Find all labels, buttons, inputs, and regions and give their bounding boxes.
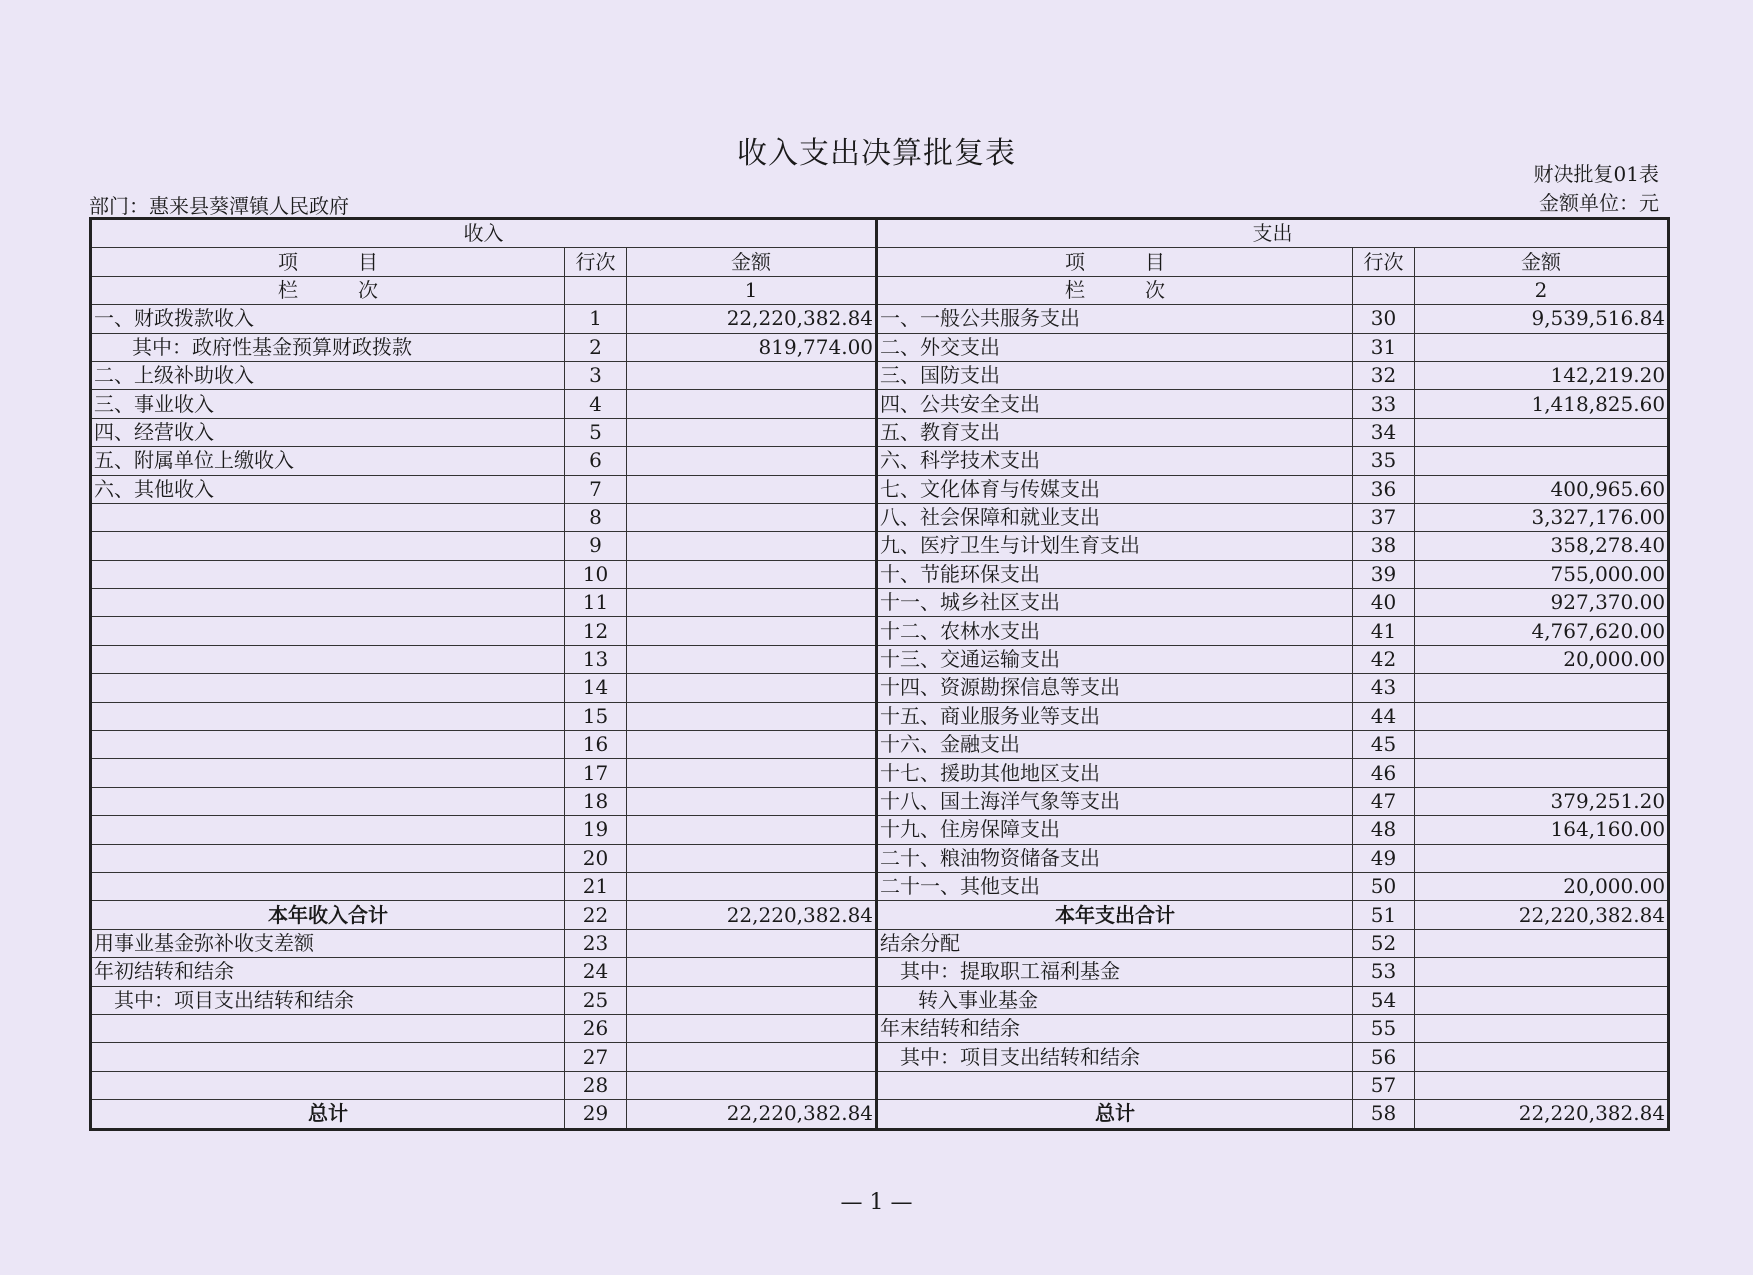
right-item-cell: 四、公共安全支出 — [877, 390, 1353, 418]
right-item-cell: 本年支出合计 — [877, 901, 1353, 929]
right-item-cell: 其中：项目支出结转和结余 — [877, 1043, 1353, 1071]
item-header-right: 项 目 — [877, 248, 1353, 276]
table-row — [91, 1100, 1669, 1129]
right-item-cell: 十六、金融支出 — [877, 731, 1353, 759]
right-row-no-cell: 40 — [1353, 589, 1415, 617]
page-number: — 1 — — [840, 1190, 913, 1215]
left-item-cell — [91, 787, 565, 815]
table-row — [91, 674, 1669, 702]
left-amount-cell — [627, 731, 877, 759]
table-row — [91, 560, 1669, 588]
right-amount-cell: 22,220,382.84 — [1415, 1100, 1669, 1129]
right-row-no-cell: 42 — [1353, 645, 1415, 673]
left-amount-cell — [627, 1014, 877, 1042]
left-row-no-cell: 17 — [565, 759, 627, 787]
left-amount-cell — [627, 986, 877, 1014]
right-amount-cell: 755,000.00 — [1415, 560, 1669, 588]
left-amount-cell — [627, 816, 877, 844]
expense-header: 支出 — [877, 219, 1669, 248]
left-item-cell: 本年收入合计 — [91, 901, 565, 929]
left-item-cell — [91, 1071, 565, 1099]
left-row-no-cell: 19 — [565, 816, 627, 844]
left-item-cell: 其中：政府性基金预算财政拨款 — [91, 333, 565, 361]
amount-header-right: 金额 — [1415, 248, 1669, 276]
left-item-cell — [91, 844, 565, 872]
left-row-no-cell: 8 — [565, 503, 627, 531]
right-amount-cell — [1415, 418, 1669, 446]
left-amount-cell — [627, 1043, 877, 1071]
left-row-no-cell: 23 — [565, 929, 627, 957]
left-row-no-cell: 29 — [565, 1100, 627, 1129]
table-row — [91, 589, 1669, 617]
table-row — [91, 872, 1669, 900]
right-amount-cell — [1415, 759, 1669, 787]
left-amount-cell — [627, 503, 877, 531]
left-amount-cell — [627, 929, 877, 957]
left-item-cell — [91, 645, 565, 673]
left-row-no-cell: 13 — [565, 645, 627, 673]
left-amount-cell — [627, 447, 877, 475]
left-amount-cell — [627, 418, 877, 446]
left-row-no-cell: 21 — [565, 872, 627, 900]
left-amount-cell — [627, 1071, 877, 1099]
right-item-cell — [877, 1071, 1353, 1099]
right-row-no-cell: 39 — [1353, 560, 1415, 588]
left-item-cell — [91, 1043, 565, 1071]
right-row-no-cell: 58 — [1353, 1100, 1415, 1129]
table-row — [91, 305, 1669, 333]
left-item-cell — [91, 532, 565, 560]
right-item-cell: 五、教育支出 — [877, 418, 1353, 446]
left-item-cell: 五、附属单位上缴收入 — [91, 447, 565, 475]
right-amount-cell — [1415, 929, 1669, 957]
left-item-cell — [91, 589, 565, 617]
left-row-no-cell: 14 — [565, 674, 627, 702]
item-header-left: 项 目 — [91, 248, 565, 276]
right-amount-cell: 20,000.00 — [1415, 872, 1669, 900]
left-amount-cell — [627, 361, 877, 389]
right-item-cell: 总计 — [877, 1100, 1353, 1129]
left-item-cell — [91, 560, 565, 588]
right-row-no-cell: 56 — [1353, 1043, 1415, 1071]
right-item-cell: 转入事业基金 — [877, 986, 1353, 1014]
col-blank-right — [1353, 276, 1415, 304]
left-item-cell: 二、上级补助收入 — [91, 361, 565, 389]
left-amount-cell: 22,220,382.84 — [627, 305, 877, 333]
right-amount-cell — [1415, 1071, 1669, 1099]
right-amount-cell — [1415, 1014, 1669, 1042]
left-item-cell: 年初结转和结余 — [91, 958, 565, 986]
right-item-cell: 十一、城乡社区支出 — [877, 589, 1353, 617]
right-row-no-cell: 46 — [1353, 759, 1415, 787]
amount-unit: 金额单位：元 — [1539, 191, 1659, 215]
right-row-no-cell: 48 — [1353, 816, 1415, 844]
right-amount-cell — [1415, 958, 1669, 986]
right-item-cell: 十八、国土海洋气象等支出 — [877, 787, 1353, 815]
left-amount-cell — [627, 958, 877, 986]
table-row — [91, 447, 1669, 475]
left-row-no-cell: 9 — [565, 532, 627, 560]
right-amount-cell — [1415, 674, 1669, 702]
table-row — [91, 532, 1669, 560]
left-item-cell — [91, 872, 565, 900]
left-row-no-cell: 2 — [565, 333, 627, 361]
right-row-no-cell: 32 — [1353, 361, 1415, 389]
right-amount-cell: 1,418,825.60 — [1415, 390, 1669, 418]
left-item-cell: 其中：项目支出结转和结余 — [91, 986, 565, 1014]
right-amount-cell: 4,767,620.00 — [1415, 617, 1669, 645]
left-amount-cell — [627, 532, 877, 560]
right-item-cell: 年末结转和结余 — [877, 1014, 1353, 1042]
right-row-no-cell: 37 — [1353, 503, 1415, 531]
right-item-cell: 七、文化体育与传媒支出 — [877, 475, 1353, 503]
section-header-row — [91, 219, 1669, 248]
right-amount-cell — [1415, 1043, 1669, 1071]
left-amount-cell — [627, 787, 877, 815]
left-row-no-cell: 7 — [565, 475, 627, 503]
left-row-no-cell: 3 — [565, 361, 627, 389]
table-row — [91, 986, 1669, 1014]
left-row-no-cell: 4 — [565, 390, 627, 418]
left-item-cell: 六、其他收入 — [91, 475, 565, 503]
right-item-cell: 六、科学技术支出 — [877, 447, 1353, 475]
right-row-no-cell: 33 — [1353, 390, 1415, 418]
row-no-header-left: 行次 — [565, 248, 627, 276]
right-item-cell: 十五、商业服务业等支出 — [877, 702, 1353, 730]
left-row-no-cell: 10 — [565, 560, 627, 588]
left-item-cell: 四、经营收入 — [91, 418, 565, 446]
right-item-cell: 结余分配 — [877, 929, 1353, 957]
left-amount-cell — [627, 645, 877, 673]
left-row-no-cell: 15 — [565, 702, 627, 730]
right-amount-cell — [1415, 731, 1669, 759]
left-item-cell — [91, 503, 565, 531]
table-row — [91, 787, 1669, 815]
left-row-no-cell: 27 — [565, 1043, 627, 1071]
row-no-header-right: 行次 — [1353, 248, 1415, 276]
right-row-no-cell: 47 — [1353, 787, 1415, 815]
right-row-no-cell: 54 — [1353, 986, 1415, 1014]
left-row-no-cell: 1 — [565, 305, 627, 333]
right-amount-cell: 379,251.20 — [1415, 787, 1669, 815]
left-item-cell — [91, 731, 565, 759]
right-amount-cell — [1415, 333, 1669, 361]
document-title: 收入支出决算批复表 — [737, 136, 1016, 171]
right-item-cell: 十、节能环保支出 — [877, 560, 1353, 588]
left-item-cell — [91, 1014, 565, 1042]
form-code: 财决批复01表 — [1533, 162, 1659, 186]
col-blank-left — [565, 276, 627, 304]
left-row-no-cell: 28 — [565, 1071, 627, 1099]
right-amount-cell: 3,327,176.00 — [1415, 503, 1669, 531]
left-row-no-cell: 25 — [565, 986, 627, 1014]
right-row-no-cell: 34 — [1353, 418, 1415, 446]
left-amount-cell — [627, 759, 877, 787]
left-item-cell — [91, 816, 565, 844]
right-row-no-cell: 52 — [1353, 929, 1415, 957]
left-item-cell: 三、事业收入 — [91, 390, 565, 418]
right-item-cell: 三、国防支出 — [877, 361, 1353, 389]
table-row — [91, 901, 1669, 929]
table-row — [91, 361, 1669, 389]
right-amount-cell: 358,278.40 — [1415, 532, 1669, 560]
left-row-no-cell: 20 — [565, 844, 627, 872]
left-amount-cell — [627, 617, 877, 645]
table-row — [91, 1043, 1669, 1071]
left-item-cell: 用事业基金弥补收支差额 — [91, 929, 565, 957]
left-row-no-cell: 12 — [565, 617, 627, 645]
table-row — [91, 645, 1669, 673]
left-row-no-cell: 16 — [565, 731, 627, 759]
left-amount-cell — [627, 589, 877, 617]
right-item-cell: 十三、交通运输支出 — [877, 645, 1353, 673]
column-number-row — [91, 276, 1669, 304]
right-amount-cell: 400,965.60 — [1415, 475, 1669, 503]
right-row-no-cell: 36 — [1353, 475, 1415, 503]
table-row — [91, 1014, 1669, 1042]
right-row-no-cell: 41 — [1353, 617, 1415, 645]
right-item-cell: 一、一般公共服务支出 — [877, 305, 1353, 333]
right-amount-cell — [1415, 844, 1669, 872]
table-row — [91, 844, 1669, 872]
table-row — [91, 816, 1669, 844]
table-row — [91, 390, 1669, 418]
left-amount-cell: 819,774.00 — [627, 333, 877, 361]
right-amount-cell: 164,160.00 — [1415, 816, 1669, 844]
left-amount-cell: 22,220,382.84 — [627, 1100, 877, 1129]
right-row-no-cell: 57 — [1353, 1071, 1415, 1099]
table-row — [91, 503, 1669, 531]
right-item-cell: 九、医疗卫生与计划生育支出 — [877, 532, 1353, 560]
column-header-row — [91, 248, 1669, 276]
left-amount-cell — [627, 702, 877, 730]
col-label-left: 栏 次 — [91, 276, 565, 304]
right-amount-cell: 9,539,516.84 — [1415, 305, 1669, 333]
right-row-no-cell: 45 — [1353, 731, 1415, 759]
left-item-cell — [91, 617, 565, 645]
right-amount-cell: 142,219.20 — [1415, 361, 1669, 389]
table-row — [91, 475, 1669, 503]
left-amount-cell — [627, 872, 877, 900]
col-number-right: 2 — [1415, 276, 1669, 304]
right-row-no-cell: 49 — [1353, 844, 1415, 872]
table-row — [91, 617, 1669, 645]
left-row-no-cell: 11 — [565, 589, 627, 617]
left-item-cell: 总计 — [91, 1100, 565, 1129]
right-item-cell: 十七、援助其他地区支出 — [877, 759, 1353, 787]
right-item-cell: 其中：提取职工福利基金 — [877, 958, 1353, 986]
left-item-cell — [91, 759, 565, 787]
right-item-cell: 二、外交支出 — [877, 333, 1353, 361]
left-row-no-cell: 22 — [565, 901, 627, 929]
right-row-no-cell: 55 — [1353, 1014, 1415, 1042]
left-row-no-cell: 24 — [565, 958, 627, 986]
table-row — [91, 958, 1669, 986]
right-item-cell: 二十一、其他支出 — [877, 872, 1353, 900]
right-row-no-cell: 30 — [1353, 305, 1415, 333]
right-row-no-cell: 31 — [1353, 333, 1415, 361]
table-row — [91, 731, 1669, 759]
right-item-cell: 八、社会保障和就业支出 — [877, 503, 1353, 531]
right-amount-cell: 22,220,382.84 — [1415, 901, 1669, 929]
left-row-no-cell: 6 — [565, 447, 627, 475]
right-item-cell: 十九、住房保障支出 — [877, 816, 1353, 844]
table-row — [91, 1071, 1669, 1099]
right-row-no-cell: 35 — [1353, 447, 1415, 475]
left-row-no-cell: 26 — [565, 1014, 627, 1042]
left-item-cell: 一、财政拨款收入 — [91, 305, 565, 333]
table-row — [91, 418, 1669, 446]
right-item-cell: 十四、资源勘探信息等支出 — [877, 674, 1353, 702]
right-item-cell: 十二、农林水支出 — [877, 617, 1353, 645]
right-amount-cell — [1415, 986, 1669, 1014]
left-item-cell — [91, 702, 565, 730]
right-row-no-cell: 50 — [1353, 872, 1415, 900]
table-row — [91, 759, 1669, 787]
income-header: 收入 — [91, 219, 877, 248]
right-amount-cell: 20,000.00 — [1415, 645, 1669, 673]
table-row — [91, 702, 1669, 730]
left-amount-cell — [627, 674, 877, 702]
right-amount-cell: 927,370.00 — [1415, 589, 1669, 617]
left-amount-cell — [627, 560, 877, 588]
right-item-cell: 二十、粮油物资储备支出 — [877, 844, 1353, 872]
left-item-cell — [91, 674, 565, 702]
department-label: 部门：惠来县葵潭镇人民政府 — [89, 194, 349, 218]
left-row-no-cell: 18 — [565, 787, 627, 815]
amount-header-left: 金额 — [627, 248, 877, 276]
col-number-left: 1 — [627, 276, 877, 304]
table-row — [91, 333, 1669, 361]
right-amount-cell — [1415, 702, 1669, 730]
right-row-no-cell: 43 — [1353, 674, 1415, 702]
left-row-no-cell: 5 — [565, 418, 627, 446]
right-row-no-cell: 51 — [1353, 901, 1415, 929]
approval-table — [89, 217, 1670, 1131]
table-row — [91, 929, 1669, 957]
left-amount-cell: 22,220,382.84 — [627, 901, 877, 929]
left-amount-cell — [627, 844, 877, 872]
left-amount-cell — [627, 390, 877, 418]
right-row-no-cell: 38 — [1353, 532, 1415, 560]
right-row-no-cell: 44 — [1353, 702, 1415, 730]
right-row-no-cell: 53 — [1353, 958, 1415, 986]
right-amount-cell — [1415, 447, 1669, 475]
col-label-right: 栏 次 — [877, 276, 1353, 304]
left-amount-cell — [627, 475, 877, 503]
